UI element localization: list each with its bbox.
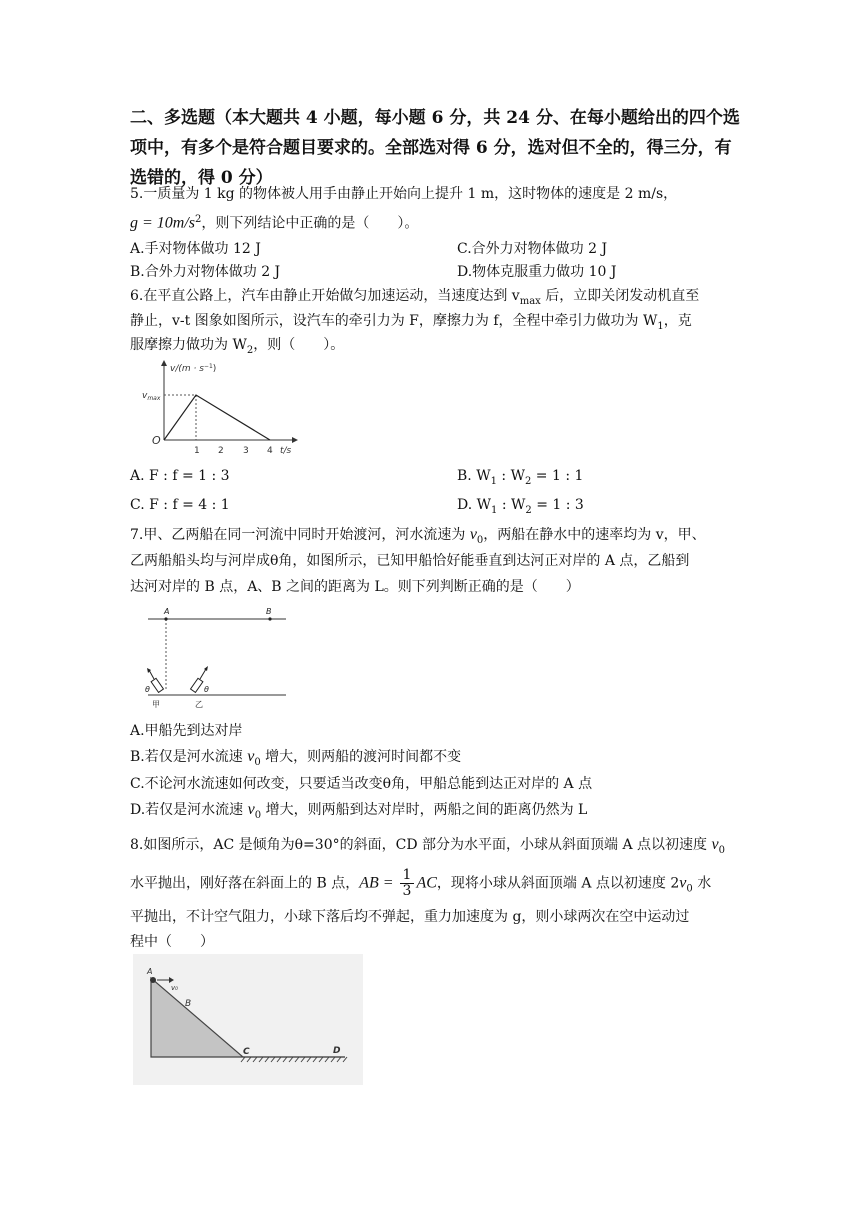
- section-heading: 二、多选题（本大题共 4 小题，每小题 6 分，共 24 分、在每小题给出的四个选项中，有多个是符合题目要求的。全部选对得 6 分，选对但不全的，得三分，有选错的，得 0 分）: [130, 108, 740, 188]
- q6-graph-tick-3: 3: [243, 446, 249, 456]
- q6-graph-t-arrow: [292, 437, 298, 443]
- q5-option-c: C.合外力对物体做功 2 J: [457, 241, 608, 257]
- q7-label-a: A: [164, 607, 170, 616]
- q7-boat-jia: [151, 678, 163, 692]
- q6-option-b: B. $W_1$ : $W_2 = 1$ : 1: [457, 468, 584, 487]
- q5-line2: [130, 209, 418, 235]
- q7-label-yi: 乙: [195, 700, 203, 709]
- q8-line4: 程中（ ）: [130, 934, 214, 950]
- q7-point-b: [268, 617, 271, 620]
- q8-label-b: B: [185, 999, 192, 1009]
- q7-label-jia: 甲: [152, 700, 160, 709]
- q8-line2: 水平抛出，刚好落在斜面上的 B 点，AB = $\frac{1}{3}$ AC，现将小球从斜面顶端 A 点以初速度 $2v_0$ 水: [130, 867, 712, 899]
- q8-ball: [150, 977, 156, 983]
- q6-vt-graph: [142, 358, 302, 458]
- q8-line1: 8.如图所示，AC 是倾角为θ=30°的斜面，CD 部分为水平面，小球从斜面顶端 A 点以初速度 $v_0$: [130, 836, 725, 856]
- q7-option-c: C.不论河水流速如何改变，只要适当改变θ角，甲船总能到达正对岸的 A 点: [130, 776, 593, 792]
- q6-graph-tick-1: 1: [194, 446, 200, 456]
- q8-label-c: C: [243, 1047, 250, 1057]
- q6-graph-t-label: t/s: [280, 446, 292, 456]
- q6-graph-origin: O: [152, 434, 161, 447]
- q6-option-d: D. $W_1$ : $W_2 = 1$ : 3: [457, 497, 584, 516]
- q5-g-equation: g = 10m/s: [130, 214, 196, 232]
- q7-point-a: [164, 617, 167, 620]
- q7-line2: 乙两船船头均与河岸成θ角，如图所示，已知甲船恰好能垂直到达河正对岸的 A 点，乙船到: [130, 553, 690, 569]
- q7-line1: 7.甲、乙两船在同一河流中同时开始渡河，河水流速为 $v_0$，两船在静水中的速率均为 v，甲、: [130, 526, 706, 546]
- q6-line2-text: 静止，v-t 图象如图所示，设汽车的牵引力为 F，摩擦力为 f，全程中牵引力做功为 W: [130, 313, 658, 329]
- q6-line3-tail: ，则（ ）。: [253, 337, 345, 353]
- q7-boat-yi: [191, 678, 203, 692]
- q7-option-b: B.若仅是河水流速 $v_0$ 增大，则两船的渡河时间都不变: [130, 748, 462, 768]
- q8-label-v0: v₀: [171, 984, 178, 992]
- q5-option-b: B.合外力对物体做功 2 J: [130, 264, 281, 280]
- q6-w2-sub: 2: [246, 344, 254, 356]
- q7-arrow-yi: [200, 669, 206, 679]
- q6-line1-tail: 后，立即关闭发动机直至: [540, 288, 700, 304]
- q6-line2-tail: ，克: [663, 313, 692, 329]
- q6-line1-text: 6.在平直公路上，汽车由静止开始做匀加速运动，当速度达到 v: [130, 288, 520, 304]
- q7-theta-jia: θ: [145, 685, 150, 694]
- q7-arrowhead-yi: [204, 666, 208, 671]
- q7-option-d: D.若仅是河水流速 $v_0$ 增大，则两船到达对岸时，两船之间的距离仍然为 L: [130, 801, 588, 821]
- q5-line1: 5.一质量为 1 kg 的物体被人用手由静止开始向上提升 1 m，这时物体的速度是 2 m/s，: [130, 186, 678, 202]
- q5-line2-tail: ，则下列结论中正确的是（ ）。: [201, 215, 419, 232]
- q7-theta-yi: θ: [204, 685, 209, 694]
- q7-label-b: B: [266, 607, 272, 616]
- q5-g-exponent: 2: [195, 214, 202, 225]
- q6-w1-sub: 1: [657, 320, 664, 332]
- q7-line3: 达河对岸的 B 点，A、B 之间的距离为 L。则下列判断正确的是（ ）: [130, 579, 580, 595]
- q6-line3-text: 服摩擦力做功为 W: [130, 337, 247, 353]
- q6-graph-tick-4: 4: [267, 446, 273, 456]
- q7-arrow-jia: [149, 670, 154, 679]
- q8-fraction: $\frac{1}{3}$: [400, 868, 415, 899]
- q6-graph-vmax-label: $v_{max}$: [142, 391, 161, 402]
- q6-vmax-sub: max: [519, 295, 541, 307]
- q6-option-a: A. F : f = 1 : 3: [130, 468, 230, 484]
- q6-option-c: C. F : f = 4 : 1: [130, 497, 230, 513]
- q6-graph-tick-2: 2: [218, 446, 224, 456]
- q5-option-d: D.物体克服重力做功 10 J: [457, 264, 617, 280]
- q6-graph-v-arrow: [161, 360, 167, 366]
- q8-label-d: D: [333, 1046, 341, 1056]
- q8-line3: 平抛出，不计空气阻力，小球下落后均不弹起，重力加速度为 g，则小球两次在空中运动过: [130, 909, 690, 925]
- q6-line1: [130, 285, 699, 313]
- q8-label-a: A: [147, 967, 153, 976]
- q5-option-a: A.手对物体做功 12 J: [130, 241, 261, 257]
- q7-river-figure: [142, 603, 292, 715]
- q6-graph-v-label: $v/(m \cdot s^{-1})$: [170, 363, 217, 374]
- q7-option-a: A.甲船先到达对岸: [130, 723, 243, 739]
- q6-graph-velocity-line: [164, 395, 270, 440]
- q8-incline-figure: [133, 954, 363, 1085]
